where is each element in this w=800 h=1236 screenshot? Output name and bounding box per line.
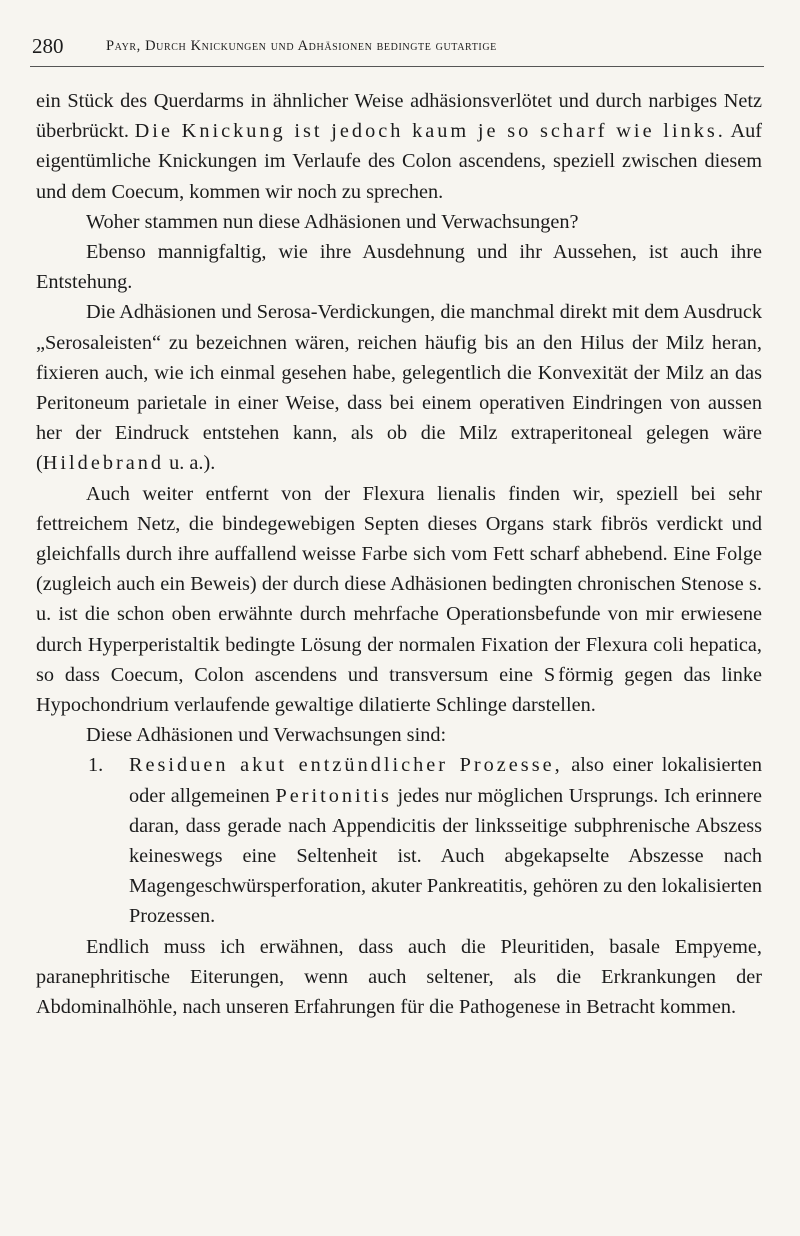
page-header: [30, 34, 770, 58]
spaced-emphasis: Die Knickung ist jedoch kaum je so scharf wie links.: [134, 120, 726, 143]
list-number: 1.: [88, 754, 104, 777]
spaced-emphasis: S: [543, 663, 559, 686]
paragraph: Woher stammen nun diese Adhäsionen und Verwachsungen?: [86, 210, 579, 233]
paragraph: Diese Adhäsionen und Verwachsungen sind:: [86, 724, 447, 747]
text-run: jedes nur möglichen Ursprungs. Ich erinnere daran, dass gerade nach Appendicitis der linksseitige subphrenische Abszess keineswegs eine Seltenheit ist. Auch abgekapselte Abszesse nach Magengeschwürsperforation, akuter Pankreatitis, gehören zu den lokalisierten Prozessen.: [129, 784, 763, 928]
page-number: 280: [32, 34, 64, 58]
text-run: Die Adhäsionen und Serosa-Verdickungen, die manchmal direkt mit dem Ausdruck „Serosaleisten“ zu bezeichnen wären, reichen häufig bis an den Hilus der Milz heran, fixieren auch, wie ich einmal gesehen habe, gelegentlich die Konvexität der Milz an das Peritoneum parietale in einer Weise, dass bei einem operativen Eindringen von aussen her der Eindruck entstehen kann, als ob die Milz extraperitoneal gelegen wäre (: [36, 301, 762, 475]
spaced-emphasis: Peritonitis: [275, 784, 392, 807]
text-run: Auf eigentümliche Knickungen im Verlaufe des Colon ascendens, speziell zwischen diesem und dem Coecum, kommen wir noch zu sprechen.: [36, 120, 762, 203]
text-run: Auch weiter entfernt von der Flexura lienalis finden wir, speziell bei sehr fettreichem Netz, die bindegewebigen Septen dieses Organs stark fibrös verdickt und gleichfalls durch ihre auffallend weisse Farbe sich vom Fett scharf abhebend. Eine Folge (zugleich auch ein Beweis) der durch diese Adhäsionen bedingten chronischen Stenose s. u. ist die schon oben erwähnte durch mehrfache Operationsbefunde von mir erwiesene durch Hyperperistaltik bedingte Lösung der normalen Fixation der Flexura coli hepatica, so dass Coecum, Colon ascendens und transversum eine: [36, 482, 762, 686]
spaced-emphasis: Hildebrand: [42, 452, 165, 475]
text-run: ein Stück des Querdarms in ähnlicher Weise adhäsionsverlötet und durch narbiges Netz überbrückt.: [36, 90, 762, 143]
paragraph: [36, 297, 762, 478]
body-text: [36, 86, 762, 1022]
list-item: [36, 750, 762, 931]
text-run: u. a.).: [164, 452, 216, 475]
paragraph: [36, 479, 762, 721]
paragraph: [36, 86, 762, 207]
text-run: förmig gegen das linke Hypochondrium verlaufende gewaltige dilatierte Schlinge darstellen.: [36, 663, 762, 717]
paragraph: Endlich muss ich erwähnen, dass auch die Pleuritiden, basale Empyeme, paranephritische Eiterungen, wenn auch seltener, als die Erkrankungen der Abdominalhöhle, nach unseren Erfahrungen für die Pathogenese in Betracht kommen.: [36, 935, 762, 1019]
running-title: Payr, Durch Knickungen und Adhäsionen bedingte gutartige: [106, 38, 497, 54]
paragraph: Ebenso mannigfaltig, wie ihre Ausdehnung und ihr Aussehen, ist auch ihre Entstehung.: [36, 241, 762, 294]
text-run: also einer lokalisierten oder allgemeinen: [129, 754, 762, 807]
header-rule: [30, 66, 764, 67]
spaced-emphasis: Residuen akut entzündlicher Prozesse,: [129, 754, 563, 777]
